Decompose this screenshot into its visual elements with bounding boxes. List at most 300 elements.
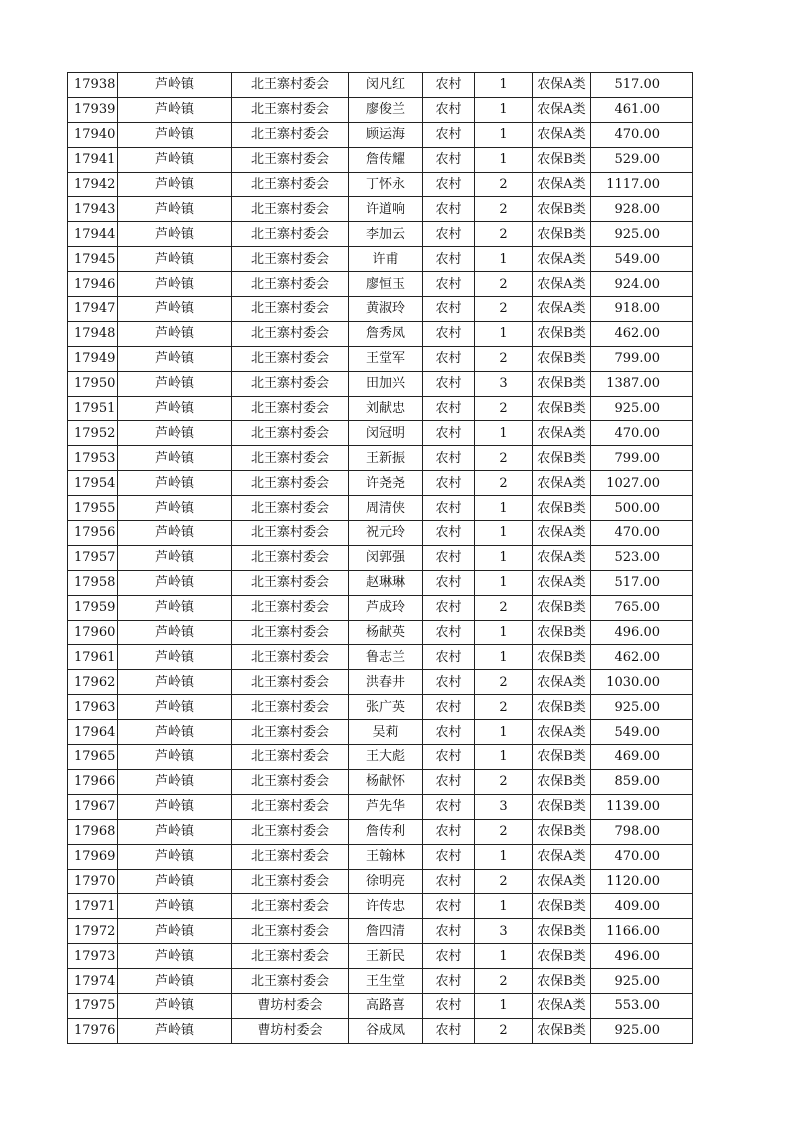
village-committee-cell: 北王寨村委会: [232, 297, 349, 322]
household-type-cell: 农村: [423, 421, 475, 446]
village-committee-cell: 北王寨村委会: [232, 197, 349, 222]
table-row: [68, 1018, 693, 1043]
town-cell: 芦岭镇: [118, 272, 232, 297]
amount-cell: 799.00: [591, 346, 693, 371]
table-row: [68, 944, 693, 969]
serial-number-cell: 17956: [68, 521, 118, 546]
amount-cell: 462.00: [591, 645, 693, 670]
name-cell: 高路喜: [349, 993, 423, 1018]
amount-cell: 798.00: [591, 819, 693, 844]
table-row: [68, 993, 693, 1018]
town-cell: 芦岭镇: [118, 769, 232, 794]
insurance-category-cell: 农保A类: [533, 297, 591, 322]
amount-cell: 765.00: [591, 595, 693, 620]
serial-number-cell: 17946: [68, 272, 118, 297]
name-cell: 周清侠: [349, 496, 423, 521]
name-cell: 廖恒玉: [349, 272, 423, 297]
table-row: [68, 745, 693, 770]
amount-cell: 925.00: [591, 969, 693, 994]
insurance-category-cell: 农保B类: [533, 745, 591, 770]
name-cell: 祝元玲: [349, 521, 423, 546]
serial-number-cell: 17974: [68, 969, 118, 994]
serial-number-cell: 17973: [68, 944, 118, 969]
name-cell: 许传忠: [349, 894, 423, 919]
name-cell: 李加云: [349, 222, 423, 247]
name-cell: 许甫: [349, 247, 423, 272]
table-row: [68, 97, 693, 122]
town-cell: 芦岭镇: [118, 720, 232, 745]
table-row: [68, 247, 693, 272]
town-cell: 芦岭镇: [118, 471, 232, 496]
amount-cell: 549.00: [591, 720, 693, 745]
table-row: [68, 720, 693, 745]
amount-cell: 859.00: [591, 769, 693, 794]
household-type-cell: 农村: [423, 969, 475, 994]
village-committee-cell: 北王寨村委会: [232, 521, 349, 546]
household-type-cell: 农村: [423, 745, 475, 770]
insurance-category-cell: 农保B类: [533, 894, 591, 919]
serial-number-cell: 17944: [68, 222, 118, 247]
town-cell: 芦岭镇: [118, 421, 232, 446]
insurance-category-cell: 农保B类: [533, 371, 591, 396]
household-type-cell: 农村: [423, 794, 475, 819]
town-cell: 芦岭镇: [118, 73, 232, 98]
household-type-cell: 农村: [423, 197, 475, 222]
table-row: [68, 122, 693, 147]
serial-number-cell: 17971: [68, 894, 118, 919]
household-type-cell: 农村: [423, 869, 475, 894]
member-count-cell: 1: [475, 545, 533, 570]
member-count-cell: 2: [475, 869, 533, 894]
serial-number-cell: 17962: [68, 670, 118, 695]
table-row: [68, 595, 693, 620]
amount-cell: 529.00: [591, 147, 693, 172]
table-row: [68, 794, 693, 819]
village-committee-cell: 北王寨村委会: [232, 147, 349, 172]
amount-cell: 925.00: [591, 396, 693, 421]
member-count-cell: 1: [475, 645, 533, 670]
village-committee-cell: 北王寨村委会: [232, 446, 349, 471]
household-type-cell: 农村: [423, 819, 475, 844]
serial-number-cell: 17955: [68, 496, 118, 521]
town-cell: 芦岭镇: [118, 346, 232, 371]
amount-cell: 553.00: [591, 993, 693, 1018]
insurance-category-cell: 农保B类: [533, 794, 591, 819]
insurance-category-cell: 农保B类: [533, 620, 591, 645]
town-cell: 芦岭镇: [118, 595, 232, 620]
name-cell: 王翰林: [349, 844, 423, 869]
household-type-cell: 农村: [423, 993, 475, 1018]
name-cell: 杨献英: [349, 620, 423, 645]
amount-cell: 925.00: [591, 1018, 693, 1043]
town-cell: 芦岭镇: [118, 670, 232, 695]
village-committee-cell: 北王寨村委会: [232, 969, 349, 994]
amount-cell: 1117.00: [591, 172, 693, 197]
member-count-cell: 1: [475, 521, 533, 546]
village-committee-cell: 北王寨村委会: [232, 371, 349, 396]
name-cell: 廖俊兰: [349, 97, 423, 122]
name-cell: 闵凡红: [349, 73, 423, 98]
member-count-cell: 1: [475, 745, 533, 770]
name-cell: 王堂军: [349, 346, 423, 371]
household-type-cell: 农村: [423, 371, 475, 396]
village-committee-cell: 北王寨村委会: [232, 222, 349, 247]
amount-cell: 928.00: [591, 197, 693, 222]
serial-number-cell: 17969: [68, 844, 118, 869]
amount-cell: 799.00: [591, 446, 693, 471]
town-cell: 芦岭镇: [118, 371, 232, 396]
name-cell: 芦成玲: [349, 595, 423, 620]
insurance-category-cell: 农保B类: [533, 919, 591, 944]
amount-cell: 924.00: [591, 272, 693, 297]
insurance-category-cell: 农保A类: [533, 844, 591, 869]
member-count-cell: 3: [475, 371, 533, 396]
name-cell: 芦先华: [349, 794, 423, 819]
amount-cell: 918.00: [591, 297, 693, 322]
table-row: [68, 620, 693, 645]
insurance-category-cell: 农保A类: [533, 122, 591, 147]
village-committee-cell: 北王寨村委会: [232, 894, 349, 919]
serial-number-cell: 17951: [68, 396, 118, 421]
village-committee-cell: 北王寨村委会: [232, 794, 349, 819]
household-type-cell: 农村: [423, 919, 475, 944]
serial-number-cell: 17965: [68, 745, 118, 770]
serial-number-cell: 17954: [68, 471, 118, 496]
town-cell: 芦岭镇: [118, 321, 232, 346]
insurance-category-cell: 农保B类: [533, 147, 591, 172]
serial-number-cell: 17941: [68, 147, 118, 172]
insurance-category-cell: 农保B类: [533, 769, 591, 794]
name-cell: 顾运海: [349, 122, 423, 147]
insurance-category-cell: 农保A类: [533, 272, 591, 297]
serial-number-cell: 17950: [68, 371, 118, 396]
village-committee-cell: 北王寨村委会: [232, 944, 349, 969]
table-row: [68, 521, 693, 546]
amount-cell: 470.00: [591, 122, 693, 147]
insurance-category-cell: 农保B类: [533, 969, 591, 994]
serial-number-cell: 17952: [68, 421, 118, 446]
serial-number-cell: 17939: [68, 97, 118, 122]
member-count-cell: 2: [475, 595, 533, 620]
household-type-cell: 农村: [423, 620, 475, 645]
town-cell: 芦岭镇: [118, 919, 232, 944]
insurance-category-cell: 农保A类: [533, 993, 591, 1018]
name-cell: 丁怀永: [349, 172, 423, 197]
serial-number-cell: 17964: [68, 720, 118, 745]
village-committee-cell: 北王寨村委会: [232, 545, 349, 570]
insurance-category-cell: 农保A类: [533, 670, 591, 695]
name-cell: 黄淑玲: [349, 297, 423, 322]
table-row: [68, 869, 693, 894]
serial-number-cell: 17961: [68, 645, 118, 670]
town-cell: 芦岭镇: [118, 496, 232, 521]
town-cell: 芦岭镇: [118, 247, 232, 272]
serial-number-cell: 17947: [68, 297, 118, 322]
amount-cell: 500.00: [591, 496, 693, 521]
member-count-cell: 2: [475, 172, 533, 197]
table-row: [68, 371, 693, 396]
town-cell: 芦岭镇: [118, 521, 232, 546]
household-type-cell: 农村: [423, 222, 475, 247]
village-committee-cell: 北王寨村委会: [232, 73, 349, 98]
serial-number-cell: 17949: [68, 346, 118, 371]
household-type-cell: 农村: [423, 297, 475, 322]
household-type-cell: 农村: [423, 595, 475, 620]
member-count-cell: 2: [475, 446, 533, 471]
town-cell: 芦岭镇: [118, 545, 232, 570]
insurance-category-cell: 农保B类: [533, 819, 591, 844]
table-body: [68, 73, 693, 1044]
household-type-cell: 农村: [423, 645, 475, 670]
village-committee-cell: 北王寨村委会: [232, 272, 349, 297]
village-committee-cell: 北王寨村委会: [232, 247, 349, 272]
table-row: [68, 321, 693, 346]
village-committee-cell: 北王寨村委会: [232, 695, 349, 720]
town-cell: 芦岭镇: [118, 222, 232, 247]
serial-number-cell: 17953: [68, 446, 118, 471]
household-type-cell: 农村: [423, 147, 475, 172]
town-cell: 芦岭镇: [118, 122, 232, 147]
table-row: [68, 969, 693, 994]
insurance-category-cell: 农保B类: [533, 645, 591, 670]
serial-number-cell: 17972: [68, 919, 118, 944]
amount-cell: 409.00: [591, 894, 693, 919]
household-type-cell: 农村: [423, 769, 475, 794]
town-cell: 芦岭镇: [118, 745, 232, 770]
name-cell: 王大彪: [349, 745, 423, 770]
member-count-cell: 1: [475, 496, 533, 521]
town-cell: 芦岭镇: [118, 869, 232, 894]
table-row: [68, 272, 693, 297]
member-count-cell: 1: [475, 147, 533, 172]
village-committee-cell: 北王寨村委会: [232, 620, 349, 645]
table-row: [68, 695, 693, 720]
town-cell: 芦岭镇: [118, 645, 232, 670]
household-type-cell: 农村: [423, 944, 475, 969]
table-row: [68, 670, 693, 695]
serial-number-cell: 17963: [68, 695, 118, 720]
table-row: [68, 346, 693, 371]
member-count-cell: 1: [475, 944, 533, 969]
household-type-cell: 农村: [423, 247, 475, 272]
village-committee-cell: 北王寨村委会: [232, 819, 349, 844]
village-committee-cell: 北王寨村委会: [232, 769, 349, 794]
member-count-cell: 1: [475, 73, 533, 98]
household-type-cell: 农村: [423, 446, 475, 471]
member-count-cell: 1: [475, 421, 533, 446]
member-count-cell: 2: [475, 297, 533, 322]
household-type-cell: 农村: [423, 720, 475, 745]
household-type-cell: 农村: [423, 471, 475, 496]
member-count-cell: 1: [475, 993, 533, 1018]
town-cell: 芦岭镇: [118, 297, 232, 322]
village-committee-cell: 北王寨村委会: [232, 919, 349, 944]
name-cell: 许道响: [349, 197, 423, 222]
insurance-category-cell: 农保A类: [533, 720, 591, 745]
serial-number-cell: 17943: [68, 197, 118, 222]
member-count-cell: 2: [475, 272, 533, 297]
town-cell: 芦岭镇: [118, 446, 232, 471]
insurance-category-cell: 农保A类: [533, 570, 591, 595]
name-cell: 詹传利: [349, 819, 423, 844]
amount-cell: 1030.00: [591, 670, 693, 695]
amount-cell: 925.00: [591, 222, 693, 247]
member-count-cell: 2: [475, 819, 533, 844]
village-committee-cell: 北王寨村委会: [232, 670, 349, 695]
amount-cell: 517.00: [591, 570, 693, 595]
town-cell: 芦岭镇: [118, 172, 232, 197]
town-cell: 芦岭镇: [118, 844, 232, 869]
town-cell: 芦岭镇: [118, 396, 232, 421]
table-row: [68, 147, 693, 172]
table-row: [68, 446, 693, 471]
serial-number-cell: 17948: [68, 321, 118, 346]
table-row: [68, 919, 693, 944]
household-type-cell: 农村: [423, 670, 475, 695]
insurance-category-cell: 农保A类: [533, 869, 591, 894]
insurance-category-cell: 农保B类: [533, 321, 591, 346]
name-cell: 鲁志兰: [349, 645, 423, 670]
insurance-category-cell: 农保B类: [533, 1018, 591, 1043]
table-row: [68, 570, 693, 595]
table-row: [68, 545, 693, 570]
household-type-cell: 农村: [423, 272, 475, 297]
name-cell: 詹传耀: [349, 147, 423, 172]
insurance-category-cell: 农保A类: [533, 97, 591, 122]
amount-cell: 523.00: [591, 545, 693, 570]
serial-number-cell: 17966: [68, 769, 118, 794]
member-count-cell: 2: [475, 670, 533, 695]
table-row: [68, 769, 693, 794]
table-row: [68, 197, 693, 222]
serial-number-cell: 17958: [68, 570, 118, 595]
serial-number-cell: 17938: [68, 73, 118, 98]
name-cell: 张广英: [349, 695, 423, 720]
member-count-cell: 1: [475, 894, 533, 919]
member-count-cell: 1: [475, 122, 533, 147]
insurance-category-cell: 农保B类: [533, 944, 591, 969]
amount-cell: 1120.00: [591, 869, 693, 894]
member-count-cell: 3: [475, 919, 533, 944]
insurance-category-cell: 农保B类: [533, 346, 591, 371]
member-count-cell: 2: [475, 969, 533, 994]
village-committee-cell: 北王寨村委会: [232, 720, 349, 745]
table-row: [68, 819, 693, 844]
table-row: [68, 496, 693, 521]
household-type-cell: 农村: [423, 321, 475, 346]
member-count-cell: 1: [475, 570, 533, 595]
amount-cell: 469.00: [591, 745, 693, 770]
table-row: [68, 396, 693, 421]
amount-cell: 470.00: [591, 844, 693, 869]
table-row: [68, 297, 693, 322]
village-committee-cell: 曹坊村委会: [232, 993, 349, 1018]
town-cell: 芦岭镇: [118, 1018, 232, 1043]
insurance-category-cell: 农保A类: [533, 471, 591, 496]
amount-cell: 925.00: [591, 695, 693, 720]
town-cell: 芦岭镇: [118, 570, 232, 595]
household-type-cell: 农村: [423, 346, 475, 371]
table-row: [68, 222, 693, 247]
household-type-cell: 农村: [423, 521, 475, 546]
serial-number-cell: 17957: [68, 545, 118, 570]
village-committee-cell: 北王寨村委会: [232, 471, 349, 496]
name-cell: 王新民: [349, 944, 423, 969]
town-cell: 芦岭镇: [118, 695, 232, 720]
serial-number-cell: 17976: [68, 1018, 118, 1043]
serial-number-cell: 17945: [68, 247, 118, 272]
name-cell: 吴莉: [349, 720, 423, 745]
member-count-cell: 2: [475, 1018, 533, 1043]
amount-cell: 549.00: [591, 247, 693, 272]
town-cell: 芦岭镇: [118, 147, 232, 172]
village-committee-cell: 北王寨村委会: [232, 172, 349, 197]
serial-number-cell: 17959: [68, 595, 118, 620]
village-committee-cell: 北王寨村委会: [232, 396, 349, 421]
household-type-cell: 农村: [423, 545, 475, 570]
name-cell: 谷成凤: [349, 1018, 423, 1043]
member-count-cell: 2: [475, 222, 533, 247]
town-cell: 芦岭镇: [118, 969, 232, 994]
insurance-category-cell: 农保A类: [533, 247, 591, 272]
amount-cell: 517.00: [591, 73, 693, 98]
name-cell: 许尧尧: [349, 471, 423, 496]
insurance-category-cell: 农保A类: [533, 172, 591, 197]
amount-cell: 470.00: [591, 521, 693, 546]
household-type-cell: 农村: [423, 695, 475, 720]
table-row: [68, 645, 693, 670]
insurance-category-cell: 农保B类: [533, 446, 591, 471]
table-row: [68, 172, 693, 197]
amount-cell: 1387.00: [591, 371, 693, 396]
insurance-category-cell: 农保A类: [533, 73, 591, 98]
table-row: [68, 73, 693, 98]
amount-cell: 496.00: [591, 620, 693, 645]
town-cell: 芦岭镇: [118, 620, 232, 645]
insurance-category-cell: 农保B类: [533, 595, 591, 620]
table-row: [68, 894, 693, 919]
member-count-cell: 2: [475, 769, 533, 794]
name-cell: 闵郭强: [349, 545, 423, 570]
town-cell: 芦岭镇: [118, 197, 232, 222]
name-cell: 刘献忠: [349, 396, 423, 421]
serial-number-cell: 17975: [68, 993, 118, 1018]
amount-cell: 462.00: [591, 321, 693, 346]
table-row: [68, 421, 693, 446]
household-type-cell: 农村: [423, 97, 475, 122]
serial-number-cell: 17970: [68, 869, 118, 894]
town-cell: 芦岭镇: [118, 894, 232, 919]
member-count-cell: 2: [475, 396, 533, 421]
household-type-cell: 农村: [423, 570, 475, 595]
insurance-category-cell: 农保B类: [533, 695, 591, 720]
serial-number-cell: 17942: [68, 172, 118, 197]
household-type-cell: 农村: [423, 844, 475, 869]
village-committee-cell: 北王寨村委会: [232, 844, 349, 869]
insurance-category-cell: 农保B类: [533, 197, 591, 222]
village-committee-cell: 曹坊村委会: [232, 1018, 349, 1043]
name-cell: 洪春井: [349, 670, 423, 695]
household-type-cell: 农村: [423, 496, 475, 521]
amount-cell: 1027.00: [591, 471, 693, 496]
name-cell: 王生堂: [349, 969, 423, 994]
member-count-cell: 3: [475, 794, 533, 819]
village-committee-cell: 北王寨村委会: [232, 645, 349, 670]
serial-number-cell: 17968: [68, 819, 118, 844]
name-cell: 詹四清: [349, 919, 423, 944]
village-committee-cell: 北王寨村委会: [232, 421, 349, 446]
member-count-cell: 2: [475, 471, 533, 496]
